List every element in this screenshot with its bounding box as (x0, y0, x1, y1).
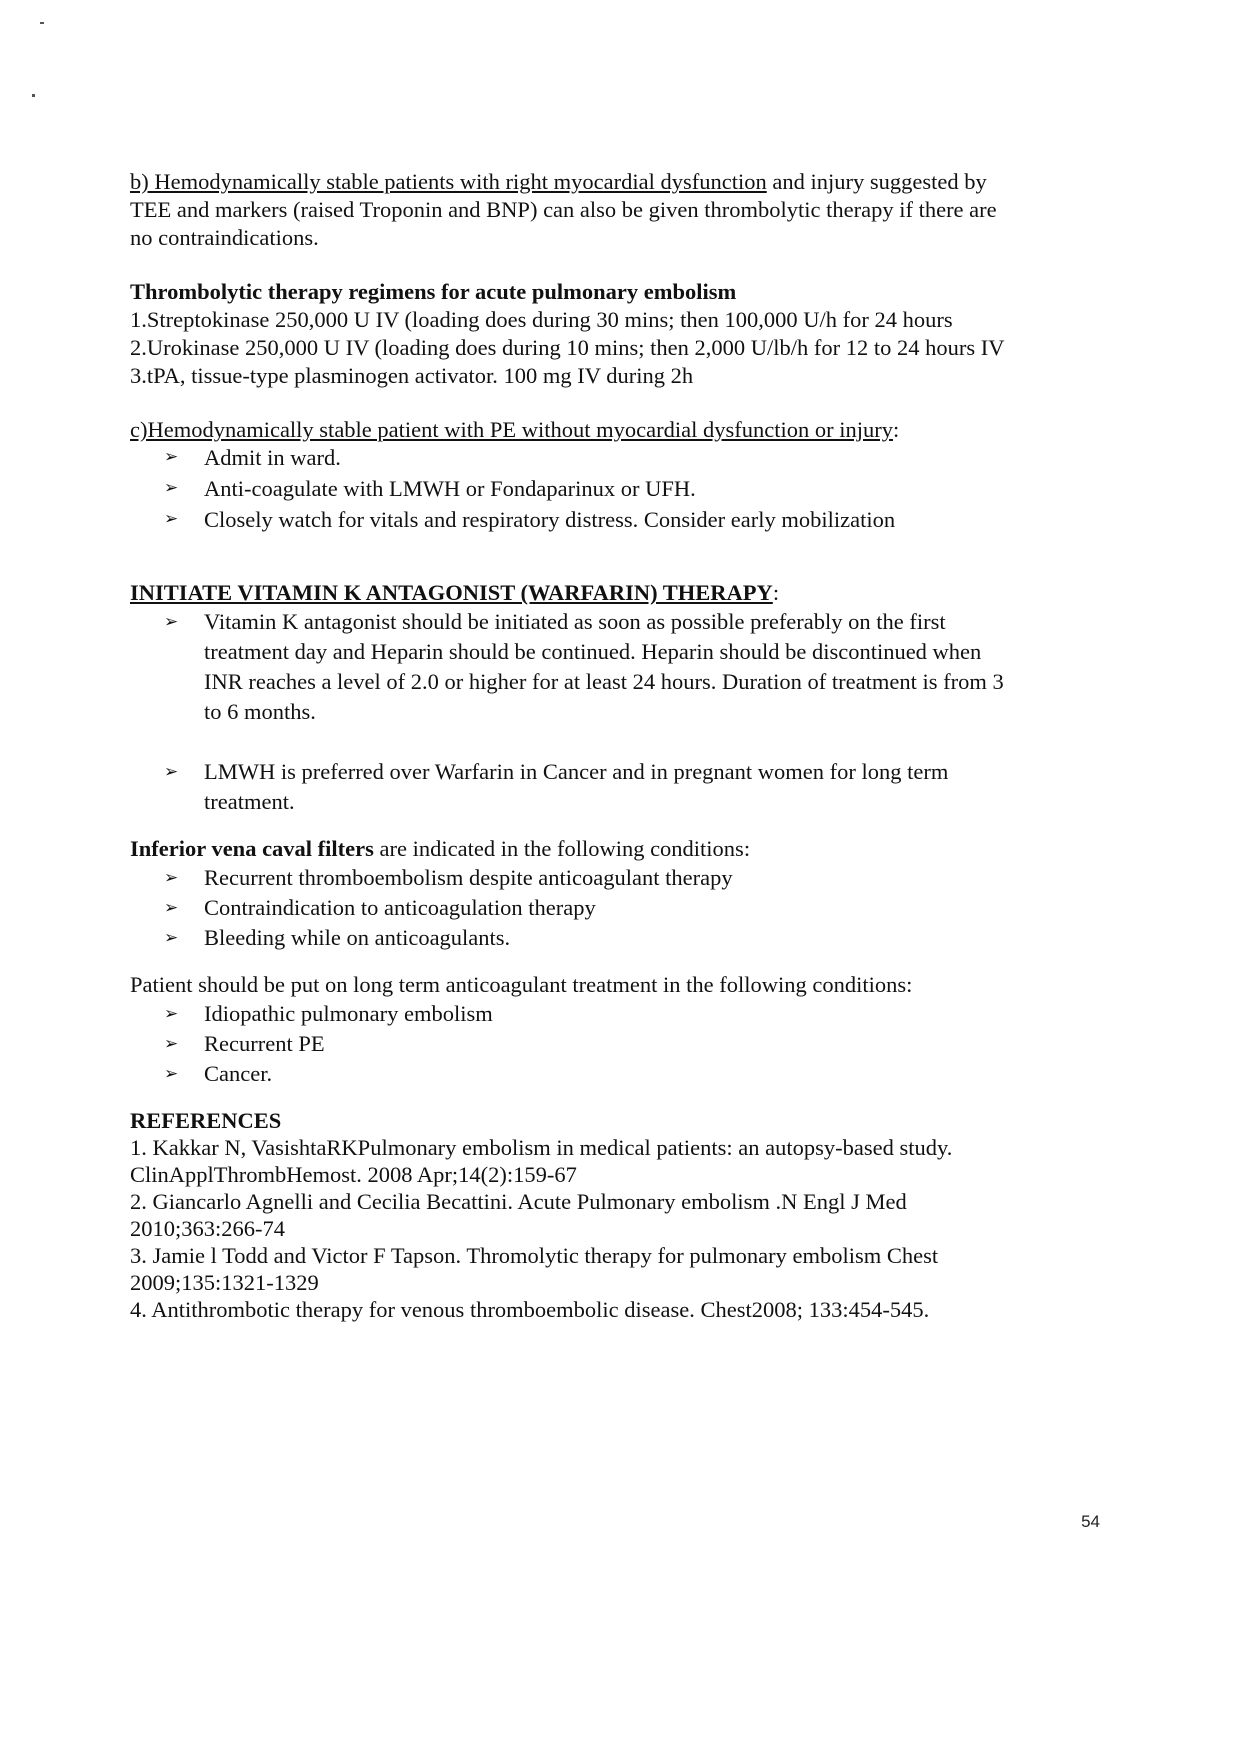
regimen-item: 3.tPA, tissue-type plasminogen activator. 100 mg IV during 2h (130, 363, 694, 388)
list-item (164, 1029, 1120, 1059)
section-b-line3: no contraindications. (130, 225, 319, 250)
section-c-list (130, 442, 1120, 535)
page-number: 54 (1081, 1512, 1100, 1531)
section-c (130, 416, 1120, 535)
list-item (164, 757, 1120, 817)
list-item-line: to 6 months. (204, 699, 316, 724)
arrow-bullet-icon: ➢ (164, 478, 179, 498)
section-c-colon: : (892, 417, 900, 442)
list-item (164, 863, 1120, 893)
list-item-line: treatment day and Heparin should be continued. Heparin should be discontinued when (204, 639, 982, 664)
references-heading: REFERENCES (130, 1108, 282, 1133)
arrow-bullet-icon: ➢ (164, 898, 179, 918)
long-term-intro: Patient should be put on long term anticoagulant treatment in the following conditions: (130, 972, 913, 997)
section-b (130, 168, 1120, 252)
arrow-bullet-icon: ➢ (164, 1064, 179, 1084)
warfarin-list (130, 607, 1120, 817)
arrow-bullet-icon: ➢ (164, 868, 179, 888)
arrow-bullet-icon: ➢ (164, 928, 179, 948)
list-item-text: Recurrent thromboembolism despite anticoagulant therapy (204, 865, 733, 890)
ivc-rest: are indicated in the following conditions: (373, 836, 751, 861)
list-item-text: Closely watch for vitals and respiratory distress. Consider early mobilization (204, 507, 896, 532)
list-item (164, 923, 1120, 953)
reference-line: 4. Antithrombotic therapy for venous thromboembolic disease. Chest2008; 133:454-545. (130, 1297, 930, 1322)
list-item-text: Recurrent PE (204, 1031, 325, 1056)
list-item-text: Anti-coagulate with LMWH or Fondaparinux or UFH. (204, 476, 696, 501)
section-b-rest: and injury suggested by (766, 169, 987, 194)
reference-line: 2009;135:1321-1329 (130, 1270, 319, 1295)
list-item-line: INR reaches a level of 2.0 or higher for at least 24 hours. Duration of treatment is from 3 (204, 669, 1004, 694)
long-term-list (130, 999, 1120, 1089)
section-c-heading (130, 416, 1120, 444)
reference-line: 2010;363:266-74 (130, 1216, 285, 1241)
long-term-section (130, 971, 1120, 1089)
ivc-section (130, 835, 1120, 953)
regimens-section (130, 278, 1120, 390)
scan-mark (40, 22, 44, 24)
list-item-text: Admit in ward. (204, 445, 341, 470)
section-b-line1 (130, 168, 1120, 196)
list-item-text: Contraindication to anticoagulation therapy (204, 895, 596, 920)
arrow-bullet-icon: ➢ (164, 447, 179, 467)
page-content (130, 168, 1120, 1323)
regimen-item: 2.Urokinase 250,000 U IV (loading does during 10 mins; then 2,000 U/lb/h for 12 to 24 hours IV (130, 335, 1005, 360)
section-b-line2: TEE and markers (raised Troponin and BNP) can also be given thrombolytic therapy if there are (130, 197, 997, 222)
reference-line: 1. Kakkar N, VasishtaRKPulmonary embolism in medical patients: an autopsy-based study. (130, 1135, 953, 1160)
section-b-underlined: b) Hemodynamically stable patients with right myocardial dysfunction (130, 169, 767, 194)
list-item-text: Cancer. (204, 1061, 273, 1086)
reference-line: 2. Giancarlo Agnelli and Cecilia Becattini. Acute Pulmonary embolism .N Engl J Med (130, 1189, 907, 1214)
warfarin-heading (130, 579, 1120, 607)
regimen-item: 1.Streptokinase 250,000 U IV (loading does during 30 mins; then 100,000 U/h for 24 hours (130, 307, 953, 332)
arrow-bullet-icon: ➢ (164, 509, 179, 529)
ivc-intro (130, 835, 1120, 863)
references-section (130, 1107, 1120, 1323)
arrow-bullet-icon: ➢ (164, 1004, 179, 1024)
section-c-underlined: c)Hemodynamically stable patient with PE without myocardial dysfunction or injury (130, 417, 893, 442)
list-item (164, 999, 1120, 1029)
warfarin-heading-text: INITIATE VITAMIN K ANTAGONIST (WARFARIN) THERAPY (130, 580, 773, 605)
arrow-bullet-icon: ➢ (164, 612, 179, 632)
arrow-bullet-icon: ➢ (164, 1034, 179, 1054)
list-item (164, 1059, 1120, 1089)
list-item-line: treatment. (204, 789, 295, 814)
ivc-bold: Inferior vena caval filters (130, 836, 374, 861)
list-item (164, 442, 1120, 473)
reference-line: 3. Jamie l Todd and Victor F Tapson. Thromolytic therapy for pulmonary embolism Chest (130, 1243, 939, 1268)
list-item-text: Bleeding while on anticoagulants. (204, 925, 511, 950)
warfarin-heading-colon: : (772, 580, 780, 605)
reference-line: ClinApplThrombHemost. 2008 Apr;14(2):159-67 (130, 1162, 577, 1187)
list-item (164, 607, 1120, 727)
list-item-line: LMWH is preferred over Warfarin in Cancer and in pregnant women for long term (204, 759, 949, 784)
warfarin-section (130, 579, 1120, 817)
ivc-list (130, 863, 1120, 953)
list-item (164, 893, 1120, 923)
list-item (164, 504, 1120, 535)
list-item-text: Idiopathic pulmonary embolism (204, 1001, 493, 1026)
regimens-heading: Thrombolytic therapy regimens for acute pulmonary embolism (130, 279, 737, 304)
arrow-bullet-icon: ➢ (164, 762, 179, 782)
list-item-line: Vitamin K antagonist should be initiated as soon as possible preferably on the first (204, 609, 946, 634)
scan-mark (32, 94, 35, 97)
list-item (164, 473, 1120, 504)
